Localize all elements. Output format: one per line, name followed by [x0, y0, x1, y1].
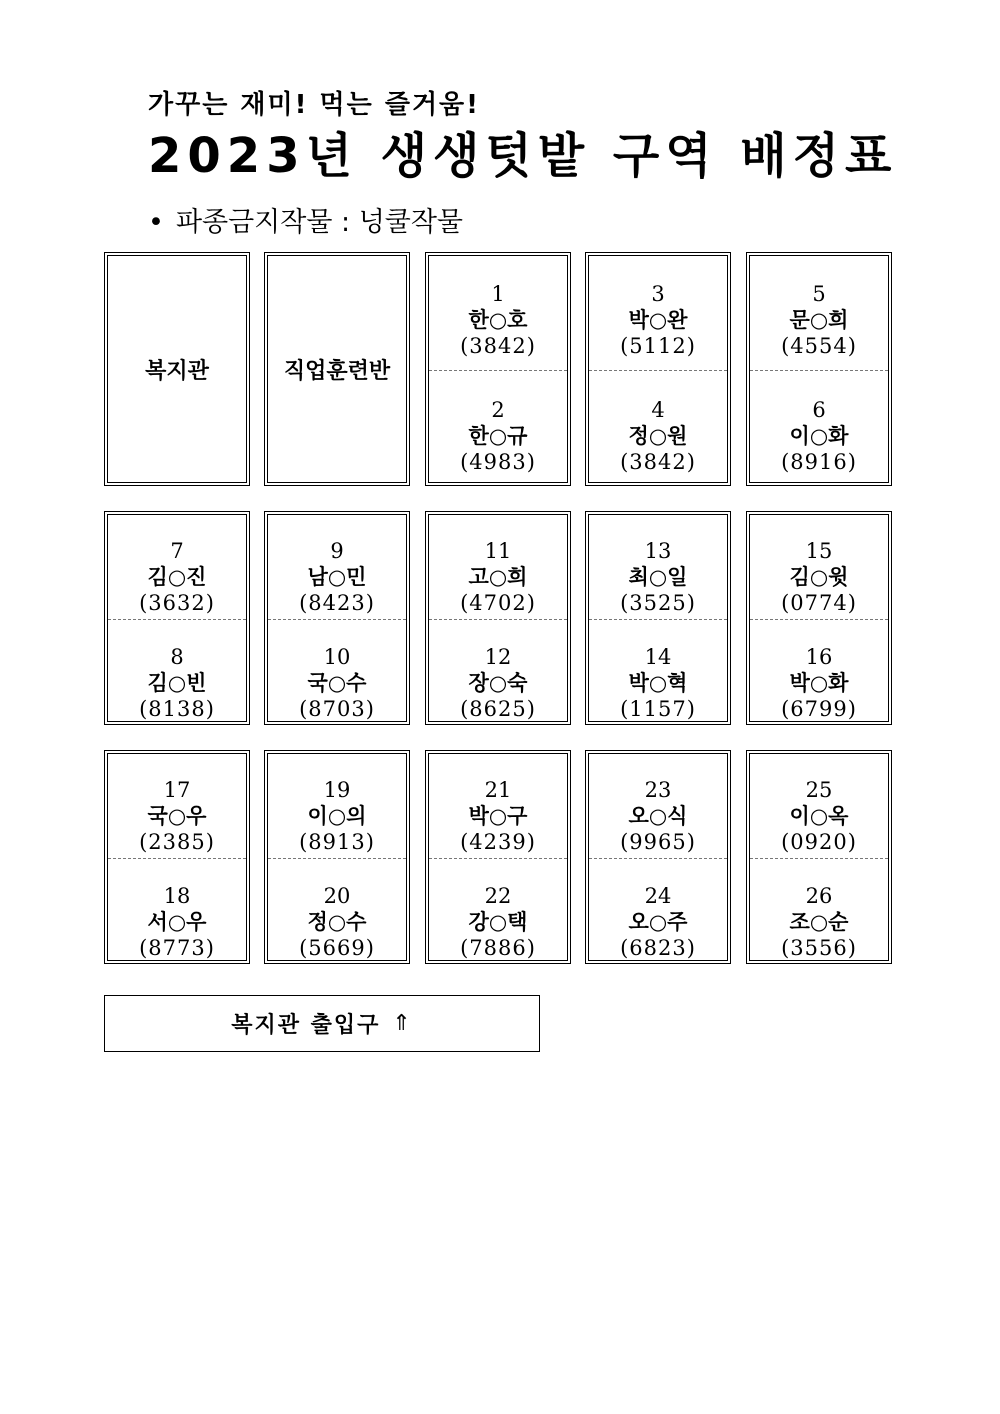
- plot-number: 19: [323, 778, 351, 802]
- plot-phone: (9965): [620, 830, 696, 854]
- plot-number: 17: [163, 778, 191, 802]
- plot-number: 5: [812, 282, 826, 306]
- divider: [268, 619, 406, 620]
- plot-phone: (7886): [460, 936, 536, 960]
- plot-number: 26: [805, 884, 833, 908]
- divider: [750, 858, 888, 859]
- plot-pair: [425, 252, 571, 486]
- page-title: 2023년 생생텃밭 구역 배정표: [148, 128, 898, 184]
- plot-phone: (4983): [460, 450, 536, 474]
- plot-owner: 강○택: [468, 910, 528, 934]
- divider: [589, 370, 727, 371]
- plot-owner: 정○수: [307, 910, 367, 934]
- plot-pair: [425, 511, 571, 725]
- plot: [589, 398, 727, 475]
- welfare-center-label: 복지관: [145, 358, 209, 384]
- plot-phone: (8423): [299, 591, 375, 615]
- plot-owner: 조○순: [789, 910, 849, 934]
- plot-owner: 이○의: [307, 804, 367, 828]
- plot-owner: 한○규: [468, 424, 528, 448]
- plot-phone: (8773): [139, 936, 215, 960]
- plot-owner: 장○숙: [468, 671, 528, 695]
- bullet: •: [148, 207, 164, 238]
- plot: [108, 539, 246, 616]
- plot-phone: (8138): [139, 697, 215, 721]
- plot-phone: (0774): [781, 591, 857, 615]
- plot-number: 6: [812, 398, 826, 422]
- plot-number: 14: [644, 645, 672, 669]
- subtitle: 가꾸는 재미! 먹는 즐거움!: [148, 90, 481, 120]
- plot-phone: (3842): [620, 450, 696, 474]
- plot: [268, 539, 406, 616]
- job-training-block: [264, 252, 410, 486]
- plot: [589, 539, 727, 616]
- plot: [108, 645, 246, 722]
- plot-phone: (4239): [460, 830, 536, 854]
- plot-phone: (3632): [139, 591, 215, 615]
- plot-pair: [425, 750, 571, 964]
- plot: [268, 645, 406, 722]
- plot-number: 1: [491, 282, 505, 306]
- plot-owner: 박○구: [468, 804, 528, 828]
- plot-owner: 남○민: [307, 565, 367, 589]
- plot: [750, 645, 888, 722]
- plot-number: 7: [170, 539, 184, 563]
- plot-pair: [746, 511, 892, 725]
- plot-phone: (3525): [620, 591, 696, 615]
- plot: [589, 282, 727, 359]
- plot-owner: 정○원: [628, 424, 688, 448]
- plot: [750, 282, 888, 359]
- plot-pair: [264, 511, 410, 725]
- divider: [429, 370, 567, 371]
- plot-number: 25: [805, 778, 833, 802]
- plot-phone: (5669): [299, 936, 375, 960]
- plot-owner: 문○희: [789, 308, 849, 332]
- divider: [429, 619, 567, 620]
- plot: [268, 778, 406, 855]
- plot-number: 15: [805, 539, 833, 563]
- plot-pair: [585, 511, 731, 725]
- plot-number: 16: [805, 645, 833, 669]
- plot: [750, 884, 888, 961]
- plot-owner: 서○우: [147, 910, 207, 934]
- plot-pair: [104, 750, 250, 964]
- plot-pair: [585, 252, 731, 486]
- plot-number: 18: [163, 884, 191, 908]
- plot: [268, 884, 406, 961]
- plot-number: 10: [323, 645, 351, 669]
- plot-pair: [746, 252, 892, 486]
- divider: [429, 858, 567, 859]
- divider: [268, 858, 406, 859]
- plot-number: 12: [484, 645, 512, 669]
- plot-number: 22: [484, 884, 512, 908]
- plot-number: 24: [644, 884, 672, 908]
- plot: [589, 645, 727, 722]
- divider: [750, 619, 888, 620]
- divider: [750, 370, 888, 371]
- planting-note-text: 파종금지작물 : 넝쿨작물: [175, 207, 464, 238]
- plot-owner: 박○혁: [628, 671, 688, 695]
- entrance-box: [104, 995, 540, 1052]
- welfare-center-block: [104, 252, 250, 486]
- entrance-label: 복지관 출입구: [231, 1013, 381, 1038]
- plot-phone: (3556): [781, 936, 857, 960]
- plot-owner: 김○빈: [147, 671, 207, 695]
- planting-note: [148, 200, 463, 239]
- plot-number: 13: [644, 539, 672, 563]
- plot-owner: 이○화: [789, 424, 849, 448]
- divider: [108, 858, 246, 859]
- plot-number: 21: [484, 778, 512, 802]
- plot-number: 3: [651, 282, 665, 306]
- plot: [108, 884, 246, 961]
- plot-owner: 이○옥: [789, 804, 849, 828]
- plot: [750, 778, 888, 855]
- plot-phone: (4554): [781, 334, 857, 358]
- plot-pair: [264, 750, 410, 964]
- plot-owner: 최○일: [628, 565, 688, 589]
- plot-owner: 국○우: [147, 804, 207, 828]
- plot-pair: [585, 750, 731, 964]
- job-training-label: 직업훈련반: [283, 358, 391, 384]
- plot-owner: 오○주: [628, 910, 688, 934]
- plot: [429, 539, 567, 616]
- plot-number: 20: [323, 884, 351, 908]
- plot-number: 23: [644, 778, 672, 802]
- plot-phone: (1157): [620, 697, 696, 721]
- plot: [429, 778, 567, 855]
- plot-number: 8: [170, 645, 184, 669]
- plot-pair: [746, 750, 892, 964]
- plot-phone: (8703): [299, 697, 375, 721]
- plot-phone: (8913): [299, 830, 375, 854]
- plot-phone: (6799): [781, 697, 857, 721]
- plot-number: 11: [484, 539, 512, 563]
- plot: [429, 884, 567, 961]
- plot-owner: 한○호: [468, 308, 528, 332]
- plot: [429, 282, 567, 359]
- plot-owner: 김○진: [147, 565, 207, 589]
- plot-owner: 고○희: [468, 565, 528, 589]
- up-arrow-icon: ⇑: [392, 1011, 413, 1036]
- plot-phone: (4702): [460, 591, 536, 615]
- plot-phone: (5112): [620, 334, 696, 358]
- plot-phone: (8625): [460, 697, 536, 721]
- plot-owner: 박○완: [628, 308, 688, 332]
- plot-owner: 박○화: [789, 671, 849, 695]
- plot-owner: 오○식: [628, 804, 688, 828]
- plot: [750, 398, 888, 475]
- plot-phone: (6823): [620, 936, 696, 960]
- plot-number: 2: [491, 398, 505, 422]
- plot-phone: (3842): [460, 334, 536, 358]
- plot: [108, 778, 246, 855]
- plot-number: 4: [651, 398, 665, 422]
- plot-owner: 김○윗: [789, 565, 849, 589]
- plot: [589, 778, 727, 855]
- plot-phone: (2385): [139, 830, 215, 854]
- plot-phone: (8916): [781, 450, 857, 474]
- divider: [589, 858, 727, 859]
- plot: [750, 539, 888, 616]
- plot: [589, 884, 727, 961]
- plot-pair: [104, 511, 250, 725]
- plot: [429, 398, 567, 475]
- plot-owner: 국○수: [307, 671, 367, 695]
- divider: [108, 619, 246, 620]
- plot-number: 9: [330, 539, 344, 563]
- divider: [589, 619, 727, 620]
- plot-phone: (0920): [781, 830, 857, 854]
- plot: [429, 645, 567, 722]
